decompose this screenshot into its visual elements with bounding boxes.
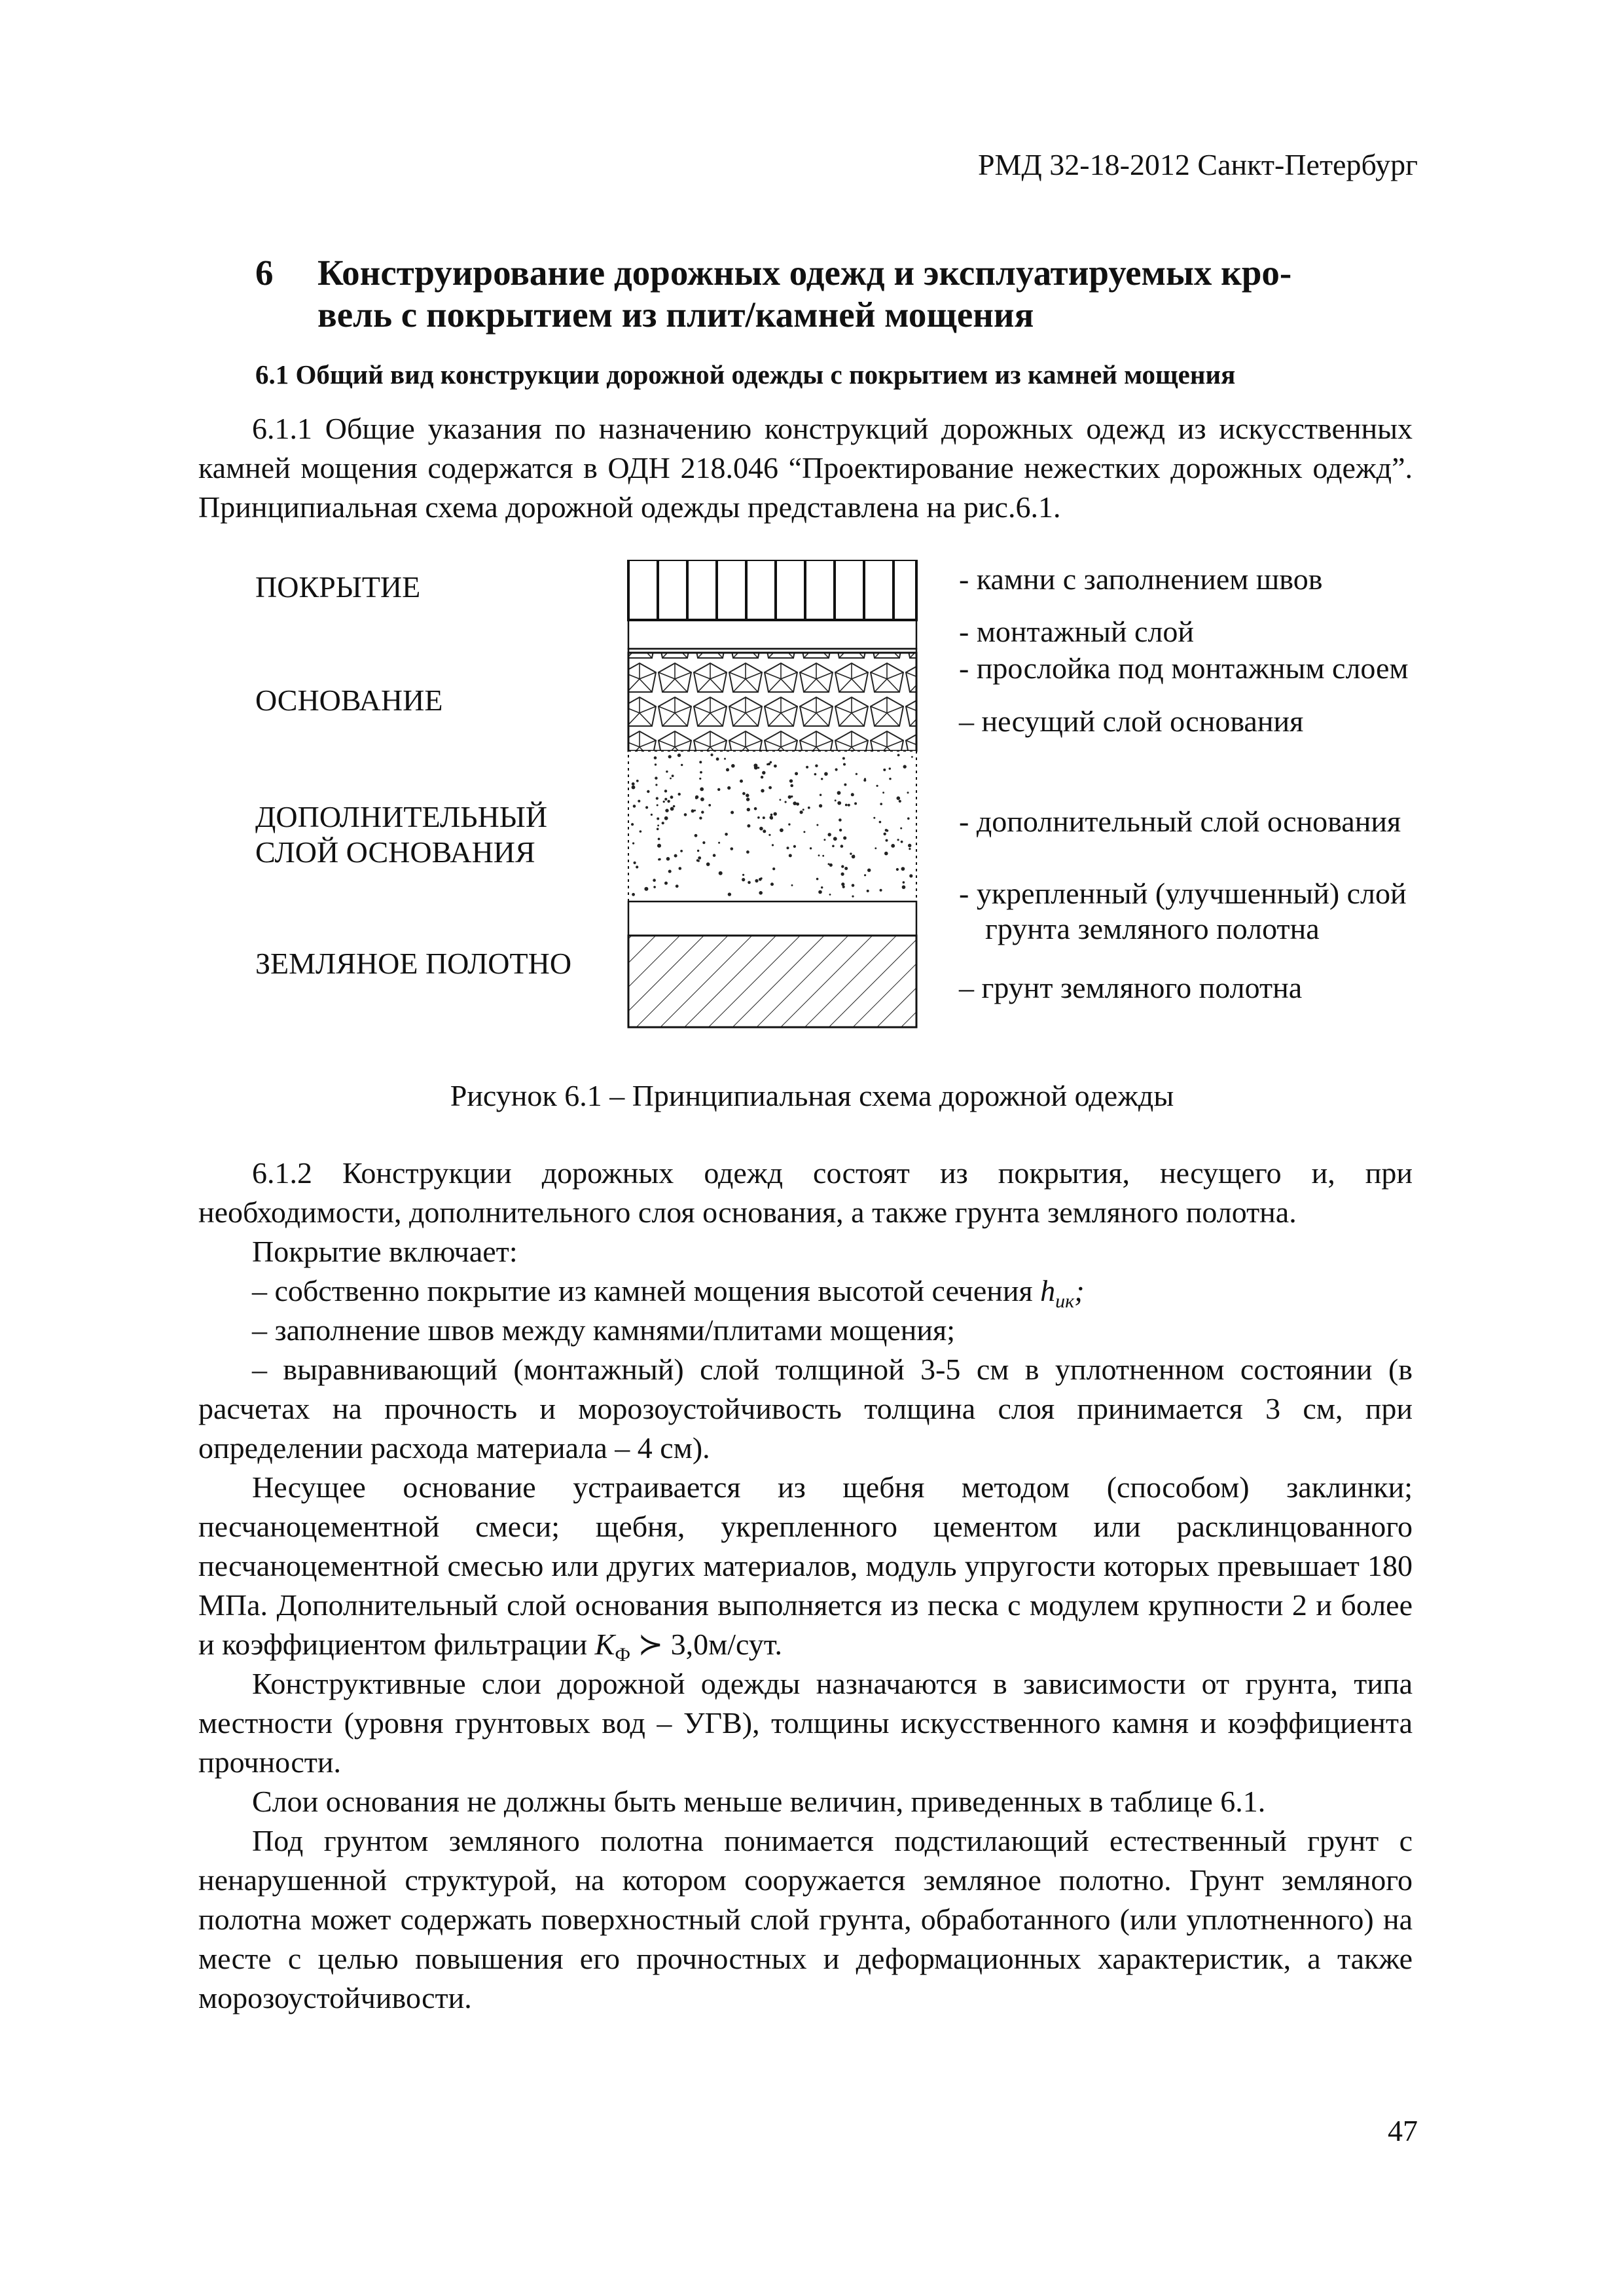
sand-dot <box>657 804 659 806</box>
sand-dot <box>768 786 772 790</box>
pavement-diagram <box>622 560 929 1031</box>
sand-dot <box>655 784 657 786</box>
legend-stones: - камни с заполнением швов <box>959 562 1323 596</box>
sand-dot <box>851 793 854 796</box>
sand-dot <box>657 828 659 831</box>
sand-dot <box>772 844 774 846</box>
sand-dot <box>788 824 790 826</box>
sand-dot <box>699 761 702 763</box>
sand-dot <box>653 879 656 882</box>
sand-dot <box>833 837 837 841</box>
sand-dot <box>653 886 656 888</box>
sand-dot <box>638 800 640 803</box>
k-variable: K <box>594 1628 615 1661</box>
sand-dot <box>718 842 720 844</box>
sand-dot <box>852 855 856 859</box>
figure-caption: Рисунок 6.1 – Принципиальная схема дорожной одежды <box>450 1079 1174 1112</box>
sand-dot <box>829 864 833 867</box>
sand-dot <box>670 778 672 780</box>
sand-dot <box>852 884 855 887</box>
legend-extra: - дополнительный слой основания <box>959 805 1401 838</box>
sand-dot <box>839 829 842 831</box>
label-subgrade: ЗЕМЛЯНОЕ ПОЛОТНО <box>255 947 572 980</box>
sand-dot <box>708 804 711 807</box>
sand-dot <box>759 827 763 831</box>
layer-mounting <box>628 620 916 649</box>
section-title-line1: Конструирование дорожных одежд и эксплуатируемых кро- <box>317 253 1292 293</box>
sand-dot <box>763 829 766 833</box>
sand-dot <box>896 868 899 871</box>
sand-dot <box>680 850 683 852</box>
sand-dot <box>844 784 846 786</box>
sand-dot <box>658 838 660 841</box>
h-subscript: ик <box>1055 1290 1075 1313</box>
sand-dot <box>770 814 773 816</box>
sand-dot <box>678 793 681 795</box>
sand-dot <box>770 883 774 886</box>
sand-dot <box>664 790 667 792</box>
sand-dot <box>863 779 866 782</box>
layer-extra-base <box>628 751 916 902</box>
sand-dot <box>725 833 728 836</box>
sand-dot <box>911 756 913 758</box>
label-base: ОСНОВАНИЕ <box>255 683 443 717</box>
sand-dot <box>903 881 905 884</box>
paragraph-constructive-layers <box>198 1664 1413 1782</box>
sand-dot <box>841 873 844 876</box>
sand-dot <box>780 828 784 832</box>
sand-dot <box>852 896 854 898</box>
sand-dot <box>670 807 674 811</box>
sand-dot <box>880 803 882 805</box>
legend-reinforced-line1: - укрепленный (улучшенный) слой <box>959 877 1407 910</box>
sand-dot <box>835 799 837 801</box>
sand-dot <box>664 798 667 801</box>
sand-dot <box>645 806 648 809</box>
sand-dot <box>674 854 677 858</box>
legend-bearing: – несущий слой основания <box>959 704 1304 738</box>
list-item-1-suffix: ; <box>1074 1274 1085 1307</box>
sand-dot <box>655 763 657 765</box>
paragraph-6-1-2 <box>198 1154 1413 1232</box>
sand-dot <box>726 768 729 771</box>
sand-dot <box>768 834 770 836</box>
sand-dot <box>759 891 763 895</box>
sand-dot <box>666 771 668 773</box>
sand-dot <box>835 768 838 771</box>
sand-dot <box>659 858 661 861</box>
sand-dot <box>770 816 773 820</box>
sand-dot <box>832 845 835 848</box>
sand-dot <box>672 774 674 777</box>
sand-dot <box>662 822 664 824</box>
sand-dot <box>791 795 793 797</box>
sand-dot <box>757 816 760 819</box>
sand-dot <box>818 890 822 894</box>
sand-dot <box>789 854 792 857</box>
sand-dot <box>762 771 765 774</box>
sand-dot <box>880 889 882 892</box>
sand-dot <box>808 807 810 809</box>
sand-dot <box>821 886 823 888</box>
sand-dot <box>747 808 750 811</box>
sand-dot <box>699 778 701 780</box>
page-header: РМД 32-18-2012 Санкт-Петербург <box>977 148 1418 181</box>
sand-dot <box>655 776 657 779</box>
section-number: 6 <box>255 253 274 293</box>
sand-dot <box>668 755 672 758</box>
subgrade-text: Под грунтом земляного полотна понимается подстилающий естественный грунт с ненарушенной структурой, на котором сооружается земляное полотно. Грунт земляного полотна может содержать поверхностный слой грунта, обработанного (или уплотненного) на месте с целью повышения его прочностных и деформационных характеристик, а также морозоустойчивости. <box>198 1824 1413 2014</box>
sand-dot <box>663 801 665 803</box>
sand-dot <box>731 847 734 850</box>
sand-dot <box>634 862 636 864</box>
sand-dot <box>632 786 636 790</box>
sand-dot <box>848 804 850 807</box>
label-cover: ПОКРЫТИЕ <box>255 570 421 604</box>
sand-dot <box>899 800 901 803</box>
sand-dot <box>793 845 796 848</box>
legend-reinforced-line2: грунта земляного полотна <box>985 912 1320 945</box>
sand-dot <box>787 847 789 849</box>
sand-dot <box>632 843 634 845</box>
sand-dot <box>820 794 821 796</box>
layer-bearing-base <box>628 653 916 751</box>
sand-dot <box>903 765 907 768</box>
sand-dot <box>889 767 891 769</box>
sand-dot <box>631 823 634 826</box>
sand-dot <box>713 854 716 857</box>
sand-dot <box>667 800 670 803</box>
paragraph-subgrade <box>198 1821 1413 2018</box>
sand-dot <box>909 874 912 877</box>
sand-dot <box>774 812 777 816</box>
sand-dot <box>695 834 698 837</box>
sand-dot <box>875 847 876 849</box>
sand-dot <box>636 866 638 868</box>
sand-dot <box>882 792 884 793</box>
figure-6-1 <box>0 0 1624 1126</box>
sand-dot <box>767 763 768 765</box>
sand-dot <box>864 874 866 876</box>
sand-dot <box>702 841 705 844</box>
sand-dot <box>843 763 846 766</box>
sand-dot <box>665 809 668 812</box>
sand-dot <box>788 795 791 799</box>
sand-dot <box>840 845 844 848</box>
sand-dot <box>828 833 831 836</box>
sand-dot <box>793 801 797 805</box>
legend-interlayer: - прослойка под монтажным слоем <box>959 651 1409 685</box>
sand-dot <box>897 754 900 757</box>
sand-dot <box>829 894 831 896</box>
sand-dot <box>883 769 886 771</box>
sand-dot <box>867 890 869 892</box>
h-variable: h <box>1040 1274 1056 1307</box>
sand-dot <box>824 772 828 776</box>
sand-dot <box>884 833 886 835</box>
sand-dot <box>816 878 819 881</box>
sand-dot <box>842 757 845 759</box>
sand-dot <box>698 856 701 860</box>
sand-dot <box>632 782 635 786</box>
sand-dot <box>884 852 888 856</box>
sand-dot <box>695 797 698 799</box>
sand-dot <box>854 802 857 805</box>
legend-mounting: - монтажный слой <box>959 615 1195 648</box>
sand-dot <box>657 818 659 820</box>
sand-dot <box>746 850 749 854</box>
sand-dot <box>691 809 695 812</box>
paragraph-bearing-base <box>198 1468 1413 1675</box>
sand-dot <box>902 885 906 889</box>
sand-dot <box>636 780 639 782</box>
sand-dot <box>889 778 891 780</box>
sand-dot <box>886 839 888 842</box>
sand-dot <box>839 818 842 822</box>
k-subscript: Ф <box>615 1644 631 1666</box>
sand-dot <box>774 765 777 768</box>
sand-dot <box>841 883 844 886</box>
legend-soil: – грунт земляного полотна <box>959 971 1303 1004</box>
sand-dot <box>909 848 911 850</box>
sand-dot <box>632 893 635 896</box>
sand-dot <box>876 785 878 787</box>
paragraph-6-1-2-text: 6.1.2 Конструкции дорожных одежд состоят из покрытия, несущего и, при необходимости, дополнительного слоя основания, а также грунта земляного полотна. <box>198 1156 1413 1229</box>
sand-dot <box>644 887 648 891</box>
sand-dot <box>897 796 901 800</box>
sand-dot <box>731 811 734 814</box>
sand-dot <box>908 844 911 847</box>
sand-dot <box>907 817 910 820</box>
sand-dot <box>748 881 751 884</box>
sand-dot <box>856 773 857 775</box>
k-value: ≻ 3,0м/сут. <box>630 1628 782 1661</box>
sand-dot <box>710 754 713 756</box>
sand-dot <box>901 841 903 843</box>
list-item-3 <box>198 1350 1413 1468</box>
sand-dot <box>873 817 875 819</box>
bearing-base-text: Несущее основание устраивается из щебня методом (способом) заклинки; песчаноцементной смеси; щебня, укрепленного цементом или расклинцованного песчаноцементной смесью или других материалов, модуль упругости которых превышает 180 МПа. Дополнительный слой основания выполняется из песка с модулем крупности 2 и более и коэффициентом фильтрации <box>198 1470 1413 1661</box>
sand-dot <box>657 825 659 827</box>
sand-dot <box>761 789 764 792</box>
layer-subgrade-soil <box>628 936 916 1027</box>
sand-dot <box>724 758 726 760</box>
sand-dot <box>681 764 683 766</box>
sand-dot <box>746 797 749 801</box>
sand-dot <box>719 871 723 875</box>
sand-dot <box>907 792 909 793</box>
sand-dot <box>821 778 823 780</box>
sand-dot <box>763 816 765 819</box>
sand-dot <box>789 779 793 782</box>
sand-dot <box>806 766 808 769</box>
sand-dot <box>666 857 670 861</box>
sand-dot <box>700 771 702 774</box>
section-title-line2: вель с покрытием из плит/камней мощения <box>317 295 1034 335</box>
list-item-3-text: – выравнивающий (монтажный) слой толщиной 3-5 см в уплотненном состоянии (в расчетах на прочность и морозоустойчивость толщина слоя принимается 3 см, при определении расхода материала – 4 см). <box>198 1353 1413 1465</box>
sand-dot <box>700 797 704 801</box>
sand-dot <box>867 869 871 872</box>
sand-dot <box>790 784 793 788</box>
sand-dot <box>753 763 757 767</box>
sand-dot <box>816 824 818 826</box>
sand-dot <box>668 870 672 873</box>
paragraph-layers-min: Слои основания не должны быть меньше величин, приведенных в таблице 6.1. <box>252 1785 1266 1818</box>
sand-dot <box>670 795 674 799</box>
sand-dot <box>761 776 763 778</box>
sand-dot <box>891 844 895 848</box>
sand-dot <box>679 867 682 870</box>
sand-dot <box>701 811 704 813</box>
sand-dot <box>850 852 852 854</box>
sand-dot <box>837 791 841 795</box>
sand-dot <box>673 805 676 808</box>
sand-dot <box>717 788 720 791</box>
sand-dot <box>886 829 889 832</box>
sand-dot <box>803 831 805 833</box>
sand-dot <box>819 804 822 807</box>
sand-dot <box>742 792 746 795</box>
label-extra-base-line2: СЛОЙ ОСНОВАНИЯ <box>255 835 535 869</box>
sand-dot <box>845 804 848 807</box>
sand-dot <box>640 830 642 833</box>
sand-dot <box>780 799 782 801</box>
sand-dot <box>694 810 696 812</box>
sand-dot <box>841 865 844 867</box>
sand-dot <box>818 854 820 856</box>
sand-dot <box>837 801 841 805</box>
sand-dot <box>742 878 745 881</box>
sand-dot <box>664 816 668 820</box>
sand-dot <box>731 764 735 768</box>
sand-dot <box>900 828 902 829</box>
sand-dot <box>815 765 818 767</box>
sand-dot <box>706 862 710 866</box>
sand-dot <box>677 754 681 757</box>
sand-dot <box>647 790 649 793</box>
sand-dot <box>844 867 848 870</box>
sand-dot <box>897 839 899 841</box>
sand-dot <box>746 793 749 797</box>
sand-dot <box>654 756 657 759</box>
sand-dot <box>795 772 798 775</box>
layer-reinforced-soil <box>628 902 916 936</box>
list-item-1-text: – собственно покрытие из камней мощения высотой сечения <box>252 1274 1041 1307</box>
sand-dot <box>791 884 793 886</box>
sand-dot <box>823 839 825 841</box>
label-extra-base-line1: ДОПОЛНИТЕЛЬНЫЙ <box>255 800 548 833</box>
sand-dot <box>684 813 687 816</box>
sand-dot <box>664 882 668 885</box>
subsection-heading: 6.1 Общий вид конструкции дорожной одежды с покрытием из камней мощения <box>255 359 1236 390</box>
sand-dot <box>696 859 699 862</box>
sand-dot <box>700 788 704 792</box>
sand-dot <box>740 780 743 783</box>
sand-dot <box>656 797 659 799</box>
sand-dot <box>800 811 803 814</box>
list-item-2: – заполнение швов между камнями/плитами мощения; <box>252 1313 955 1347</box>
sand-dot <box>699 816 702 819</box>
paragraph-6-1-1-text: 6.1.1 Общие указания по назначению конструкций дорожных одежд из искусственных камней мощения содержатся в ОДН 218.046 “Проектирование нежестких дорожных одежд”. Принципиальная схема дорожной одежды представлена на рис.6.1. <box>198 412 1413 524</box>
sand-dot <box>651 814 653 816</box>
page-number: 47 <box>1388 2114 1418 2147</box>
sand-dot <box>716 757 719 761</box>
sand-dot <box>742 874 744 876</box>
sand-dot <box>697 850 699 852</box>
sand-dot <box>785 801 787 803</box>
sand-dot <box>657 844 661 848</box>
sand-dot <box>822 855 824 857</box>
sand-dot <box>747 824 750 828</box>
sand-dot <box>879 821 882 824</box>
sand-dot <box>754 807 757 811</box>
sand-dot <box>810 847 812 849</box>
layer-paving-stones <box>628 560 916 620</box>
sand-dot <box>901 867 905 871</box>
sand-dot <box>772 867 775 870</box>
constructive-layers-text: Конструктивные слои дорожной одежды назначаются в зависимости от грунта, типа местности (уровня грунтовых вод – УГВ), толщины искусственного камня и коэффициента прочности. <box>198 1667 1413 1779</box>
sand-dot <box>633 805 636 808</box>
sand-dot <box>803 809 804 811</box>
sand-dot <box>727 786 731 790</box>
sand-dot <box>843 836 846 839</box>
sand-dot <box>728 892 731 896</box>
sand-dot <box>755 879 758 883</box>
sand-dot <box>814 773 817 776</box>
sand-dot <box>761 877 763 879</box>
cover-includes: Покрытие включает: <box>252 1235 518 1268</box>
sand-dot <box>676 884 679 888</box>
